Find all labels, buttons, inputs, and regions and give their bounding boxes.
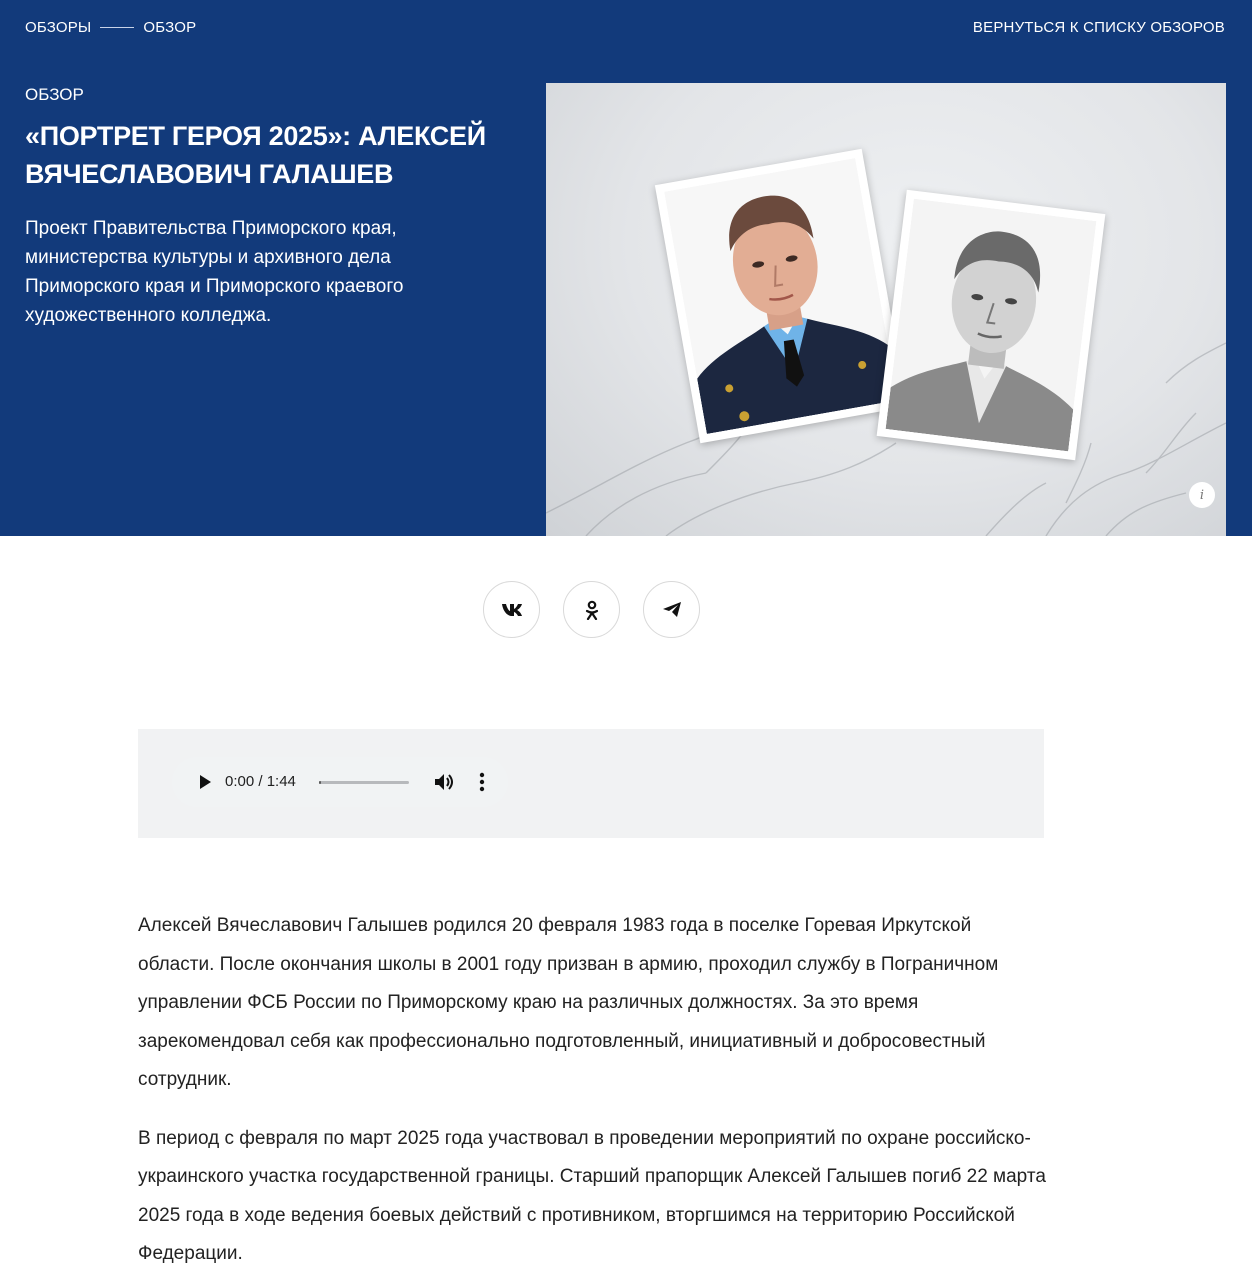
article-paragraph: Алексей Вячеславович Галышев родился 20 февраля 1983 года в поселке Горевая Иркутской области. После окончания школы в 2001 году призван в армию, проходил службу в Пограничном управлении ФСБ России по Приморскому краю на различных должностях. За это время зарекомендовал себя как профессионально подготовленный, инициативный и добросовестный сотрудник. bbox=[138, 915, 999, 1090]
breadcrumb bbox=[25, 19, 196, 36]
article-body bbox=[138, 907, 1048, 1280]
volume-icon[interactable] bbox=[435, 773, 455, 791]
breadcrumb-item-review[interactable]: ОБЗОР bbox=[143, 18, 197, 36]
breadcrumb-separator bbox=[100, 27, 134, 28]
back-to-list-link[interactable]: ВЕРНУТЬСЯ К СПИСКУ ОБЗОРОВ bbox=[972, 18, 1225, 36]
pencil-portrait bbox=[877, 190, 1106, 461]
hero-image bbox=[546, 83, 1226, 536]
share-telegram-button[interactable] bbox=[643, 581, 700, 638]
telegram-icon bbox=[662, 601, 682, 618]
odnoklassniki-icon bbox=[585, 600, 599, 620]
pencil-portrait-drawing bbox=[886, 199, 1097, 452]
page-title: «ПОРТРЕТ ГЕРОЯ 2025»: АЛЕКСЕЙ ВЯЧЕСЛАВОВИЧ ГАЛАШЕВ bbox=[25, 121, 486, 189]
officer-photo bbox=[655, 149, 907, 443]
vk-icon bbox=[501, 603, 523, 617]
share-odnoklassniki-button[interactable] bbox=[563, 581, 620, 638]
more-options-icon[interactable] bbox=[479, 772, 485, 792]
officer-portrait-drawing bbox=[664, 158, 898, 434]
share-buttons bbox=[483, 581, 700, 638]
audio-section bbox=[138, 729, 1044, 838]
audio-time: 0:00 / 1:44 bbox=[225, 773, 296, 790]
play-icon[interactable] bbox=[198, 775, 212, 789]
share-vk-button[interactable] bbox=[483, 581, 540, 638]
hero-section bbox=[0, 0, 1252, 536]
image-info-button[interactable] bbox=[1189, 482, 1215, 508]
section-kicker: ОБЗОР bbox=[25, 85, 84, 104]
top-bar bbox=[25, 16, 1225, 38]
audio-progress-bar[interactable] bbox=[319, 781, 409, 784]
lead-text: Проект Правительства Приморского края, министерства культуры и архивного дела Приморского края и Приморского краевого художественного колледжа. bbox=[25, 218, 404, 326]
audio-player bbox=[172, 757, 508, 807]
audio-progress-fill bbox=[319, 781, 321, 784]
info-icon: i bbox=[1199, 487, 1205, 503]
article-paragraph: В период с февраля по март 2025 года участвовал в проведении мероприятий по охране российско-украинского участка государственной границы. Старший прапорщик Алексей Галышев погиб 22 марта 2025 года в ходе ведения боевых действий с противником, вторгшимся на территорию Российской Федерации. bbox=[138, 1127, 1046, 1264]
breadcrumb-item-reviews[interactable]: ОБЗОРЫ bbox=[25, 18, 92, 36]
